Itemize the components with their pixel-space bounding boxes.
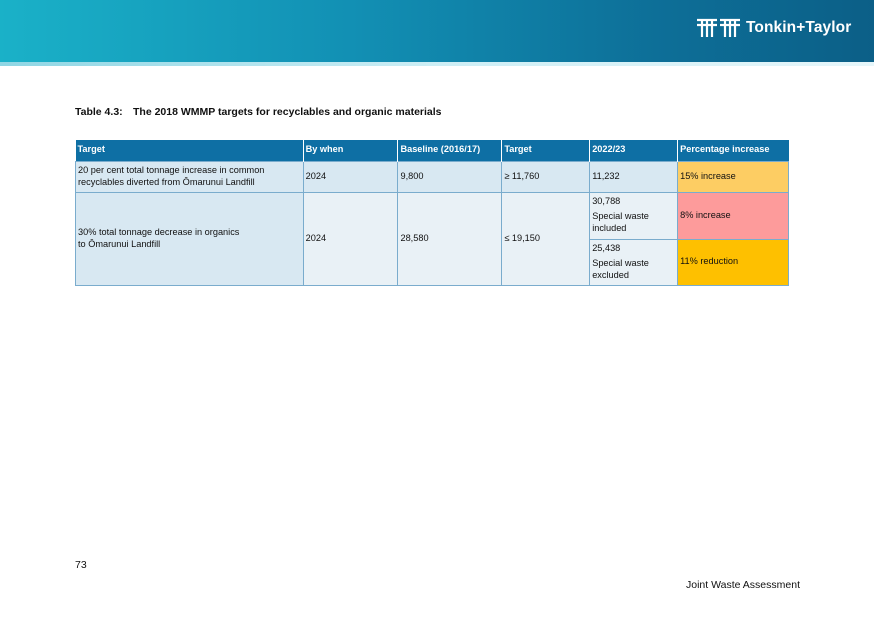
table-row <box>76 161 789 192</box>
brand-logo <box>696 16 851 40</box>
cell-by-when: 2024 <box>303 192 398 285</box>
cell-target-line: to Ōmarunui Landfill <box>78 238 161 249</box>
header-underline <box>0 62 874 66</box>
header-baseline: Baseline (2016/17) <box>398 140 502 161</box>
cell-note: Special waste excluded <box>592 258 649 281</box>
header-percentage: Percentage increase <box>678 140 789 161</box>
table-header-row <box>76 140 789 161</box>
table-caption <box>75 106 442 118</box>
cell-baseline: 9,800 <box>398 161 502 192</box>
cell-target <box>76 192 304 285</box>
document-title: Joint Waste Assessment <box>686 579 800 591</box>
table-title: The 2018 WMMP targets for recyclables and organic materials <box>133 106 442 118</box>
cell-percentage: 15% increase <box>678 161 789 192</box>
brand-name: Tonkin+Taylor <box>746 19 852 36</box>
cell-value: 30,788 <box>592 195 621 206</box>
cell-target-value: ≤ 19,150 <box>502 192 590 285</box>
table-number: Table 4.3: <box>75 106 123 118</box>
table-row <box>76 192 789 239</box>
cell-value: 25,438 <box>592 242 621 253</box>
cell-percentage: 11% reduction <box>678 239 789 285</box>
header-by-when: By when <box>303 140 398 161</box>
cell-2022-23 <box>590 192 678 239</box>
cell-target: 20 per cent total tonnage increase in common recyclables diverted from Ōmarunui Landfill <box>76 161 304 192</box>
cell-by-when: 2024 <box>303 161 398 192</box>
cell-2022-23: 11,232 <box>590 161 678 192</box>
cell-target-line: 30% total tonnage decrease in organics <box>78 226 240 237</box>
header-target: Target <box>76 140 304 161</box>
header-2022-23: 2022/23 <box>590 140 678 161</box>
tt-logo-icon <box>696 17 742 39</box>
cell-percentage: 8% increase <box>678 192 789 239</box>
page-number: 73 <box>75 559 87 571</box>
targets-table <box>75 140 789 286</box>
cell-note: Special waste included <box>592 211 649 234</box>
cell-baseline: 28,580 <box>398 192 502 285</box>
cell-target-value: ≥ 11,760 <box>502 161 590 192</box>
cell-2022-23 <box>590 239 678 285</box>
header-target-value: Target <box>502 140 590 161</box>
